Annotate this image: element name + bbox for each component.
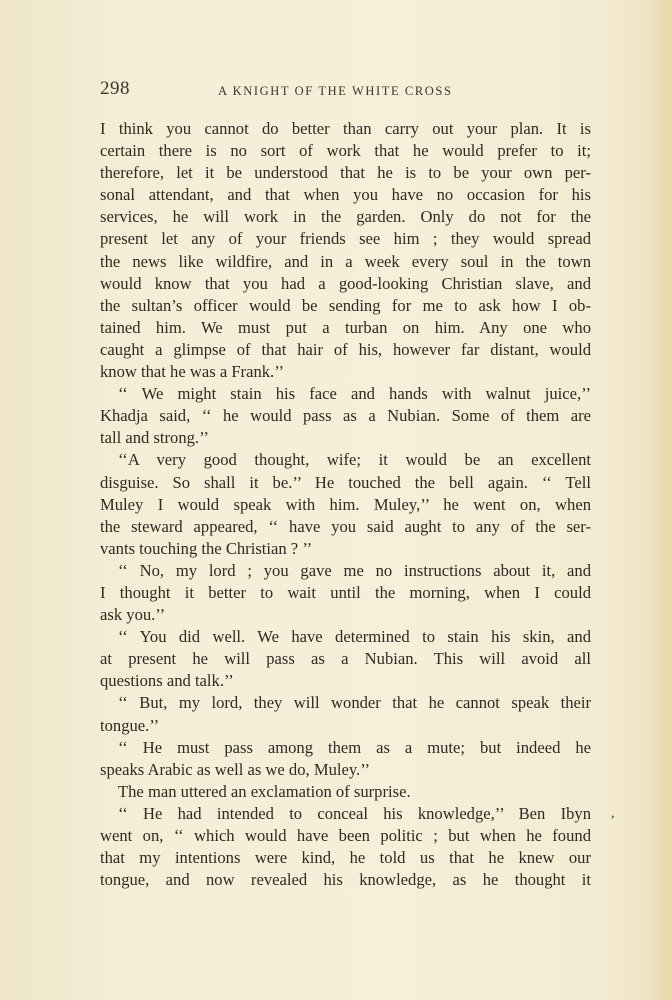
text-line: present let any of your friends see him ; they would spread <box>100 229 591 249</box>
text-line: vants touching the Christian ? ’’ <box>100 538 313 558</box>
text-line: ‘‘ He must pass among them as a mute; but indeed he <box>118 737 591 757</box>
text-line: sonal attendant, and that when you have no occasion for his <box>100 185 591 205</box>
text-line: ‘‘ We might stain his face and hands with walnut juice,’’ <box>118 384 591 404</box>
text-line: speaks Arabic as well as we do, Muley.’’ <box>100 759 371 779</box>
text-line: ‘‘ You did well. We have determined to stain his skin, and <box>118 627 591 647</box>
text-line: therefore, let it be understood that he is to be your own per- <box>100 163 591 183</box>
text-line: I think you cannot do better than carry out your plan. It is <box>100 119 591 138</box>
text-line: Khadja said, ‘‘ he would pass as a Nubian. Some of them are <box>100 406 591 426</box>
text-line: questions and talk.’’ <box>100 671 234 691</box>
text-line: would know that you had a good-looking Christian slave, and <box>100 273 591 293</box>
text-line: ‘‘ He had intended to conceal his knowledge,’’ Ben Ibyn <box>118 803 591 823</box>
text-line: disguise. So shall it be.’’ He touched the bell again. ‘‘ Tell <box>100 472 591 492</box>
text-line: tall and strong.’’ <box>100 428 209 448</box>
text-line: tained him. We must put a turban on him. Any one who <box>100 317 591 337</box>
text-line: The man uttered an exclamation of surprise. <box>118 781 411 801</box>
text-line: caught a glimpse of that hair of his, however far distant, would <box>100 339 591 359</box>
margin-mark: , <box>611 806 615 821</box>
text-line: the sultan’s officer would be sending for me to ask how I ob- <box>100 295 591 315</box>
text-line: certain there is no sort of work that he would prefer to it; <box>100 141 591 161</box>
text-line: know that he was a Frank.’’ <box>100 362 285 382</box>
text-line: I thought it better to wait until the morning, when I could <box>100 582 591 602</box>
text-line: services, he will work in the garden. Only do not for the <box>100 207 591 227</box>
text-line: the news like wildfire, and in a week every soul in the town <box>100 251 591 271</box>
page-header <box>100 78 590 102</box>
text-line: ‘‘ No, my lord ; you gave me no instructions about it, and <box>118 560 591 580</box>
text-line: at present he will pass as a Nubian. This will avoid all <box>100 649 591 669</box>
text-line: ‘‘A very good thought, wife; it would be an excellent <box>118 450 591 470</box>
page-number: 298 <box>100 78 130 99</box>
text-line: tongue, and now revealed his knowledge, as he thought it <box>100 870 591 890</box>
text-line: ‘‘ But, my lord, they will wonder that he cannot speak their <box>118 693 591 713</box>
text-line: tongue.’’ <box>100 715 160 735</box>
text-line: went on, ‘‘ which would have been politic ; but when he found <box>100 826 591 845</box>
running-title: A KNIGHT OF THE WHITE CROSS <box>218 84 453 98</box>
text-line: ask you.’’ <box>100 605 166 625</box>
page-edge-shade <box>650 0 672 1000</box>
body-text <box>100 118 591 891</box>
text-line: Muley I would speak with him. Muley,’’ he went on, when <box>100 494 591 514</box>
text-line: that my intentions were kind, he told us that he knew our <box>100 848 591 868</box>
text-line: the steward appeared, ‘‘ have you said aught to any of the ser- <box>100 516 591 536</box>
